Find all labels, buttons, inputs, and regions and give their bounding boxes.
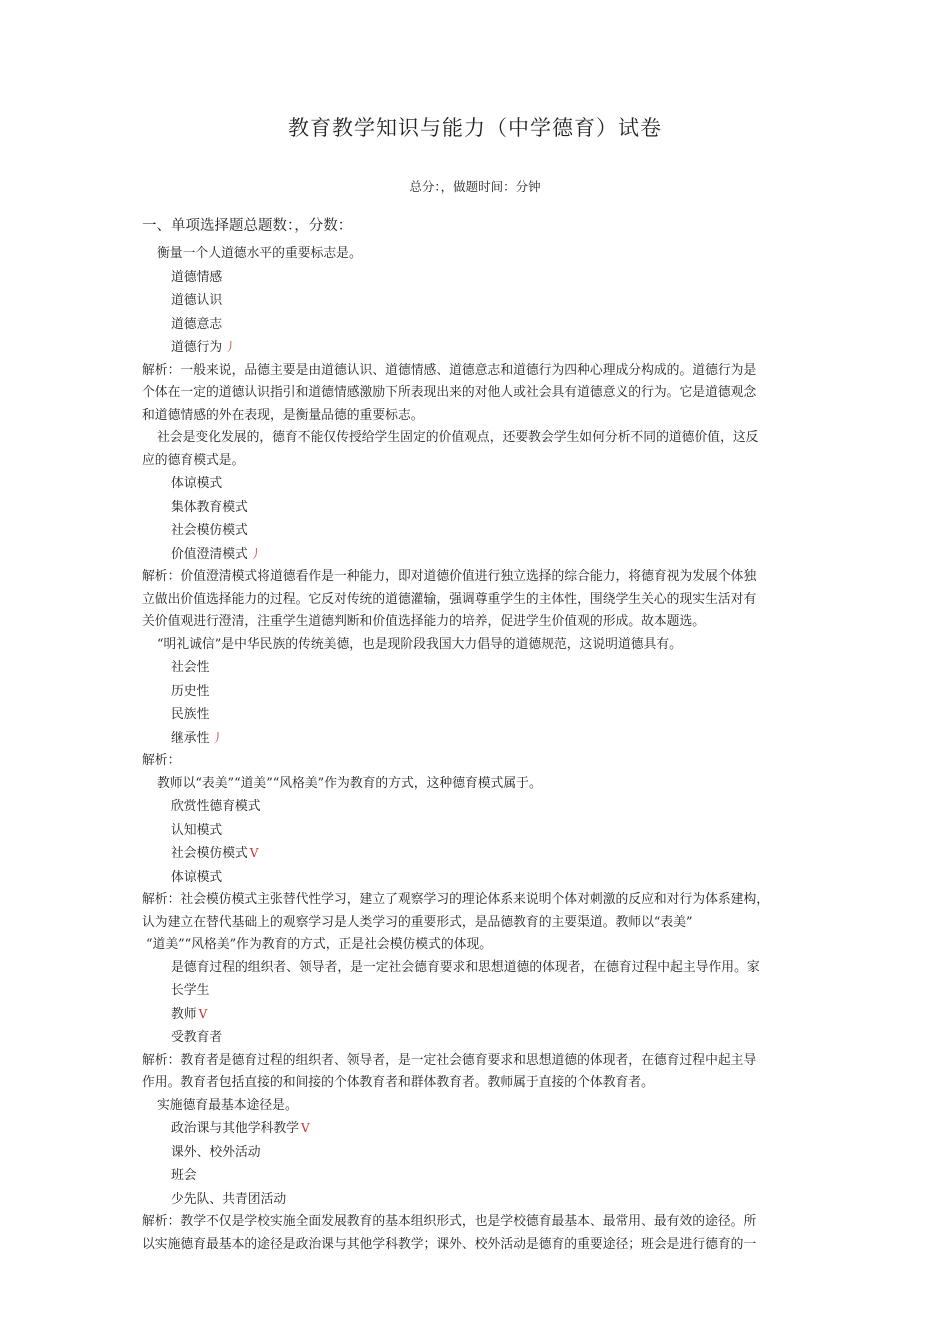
option-d: 继承性 丿 <box>171 730 224 746</box>
question-stem-continued: 应的德育模式是。 <box>142 452 245 468</box>
analysis-line: “道美”“风格美”作为教育的方式，正是社会模仿模式的体现。 <box>146 937 493 952</box>
option-b: 课外、校外活动 <box>171 1144 261 1160</box>
answer-mark: V <box>198 1006 208 1021</box>
section-heading: 一、单项选择题总题数：，分数： <box>142 218 353 234</box>
analysis-line: 解析：一般来说，品德主要是由道德认识、道德情感、道德意志和道德行为四种心理成分构成的。道德行为是 <box>142 362 757 378</box>
option-d: 道德行为 丿 <box>171 340 237 355</box>
analysis-line: 立做出价值选择能力的过程。它反对传统的道德灌输，强调尊重学生的主体性，围绕学生关心的现实生活对有 <box>142 591 757 607</box>
option-c: 道德意志 <box>171 316 223 332</box>
analysis-line: 解析： <box>142 753 181 768</box>
answer-mark: 丿 <box>224 340 237 354</box>
question-stem: 社会是变化发展的，德育不能仅传授给学生固定的价值观点，还要教会学生如何分析不同的道德价值，这反 <box>157 430 759 445</box>
option-b: 认知模式 <box>171 822 223 838</box>
option-c: 社会模仿模式 <box>171 523 248 538</box>
option-b: 道德认识 <box>171 293 223 308</box>
analysis-line: 解析：社会模仿模式主张替代性学习，建立了观察学习的理论体系来说明个体对刺激的反应和对行为体系建构， <box>142 892 770 907</box>
option-a: 欣赏性德育模式 <box>171 799 261 814</box>
answer-mark: V <box>249 846 259 860</box>
option-c: 民族性 <box>171 707 210 722</box>
question-list <box>142 243 812 1256</box>
analysis-line: 作用。教育者包括直接的和间接的个体教育者和群体教育者。教师属于直接的个体教育者。 <box>142 1075 654 1090</box>
question-1 <box>142 243 812 427</box>
option-a: 道德情感 <box>171 269 223 285</box>
option-d: 体谅模式 <box>171 869 223 885</box>
question-stem: “明礼诚信”是中华民族的传统美德，也是现阶段我国大力倡导的道德规范，这说明道德具有。 <box>157 636 682 652</box>
analysis-line: 和道德情感的外在表现，是衡量品德的重要标志。 <box>142 407 424 423</box>
option-c: 受教育者 <box>171 1030 223 1045</box>
option-d: 价值澄清模式 丿 <box>171 546 262 562</box>
question-stem: 是德育过程的组织者、领导者，是一定社会德育要求和思想道德的体现者，在德育过程中起主导作用。家 <box>171 959 760 975</box>
option-a: 体谅模式 <box>171 476 223 491</box>
page-title: 教育教学知识与能力（中学德育）试卷 <box>288 116 662 140</box>
option-a: 社会性 <box>171 660 210 675</box>
answer-mark: 丿 <box>249 546 262 561</box>
option-a: 政治课与其他学科教学 V <box>171 1121 310 1136</box>
question-4 <box>142 773 812 957</box>
option-c: 社会模仿模式 V <box>171 846 259 861</box>
analysis-line: 认为建立在替代基础上的观察学习是人类学习的重要形式，是品德教育的主要渠道。教师以“表美” <box>142 914 693 930</box>
question-2 <box>142 427 812 634</box>
question-6 <box>142 1095 812 1257</box>
option-b: 教师 V <box>171 1006 208 1022</box>
score-time-line: 总分：，做题时间：分钟 <box>409 179 541 194</box>
option-c: 班会 <box>171 1168 197 1183</box>
option-b: 集体教育模式 <box>171 499 248 515</box>
analysis-line: 以实施德育最基本的途径是政治课与其他学科教学；课外、校外活动是德育的重要途径；班会是进行德育的一 <box>142 1236 757 1252</box>
answer-mark: V <box>300 1121 310 1135</box>
analysis-line: 关价值观进行澄清，注重学生道德判断和价值选择能力的培养，促进学生价值观的形成。故本题选。 <box>142 614 706 629</box>
analysis-line: 解析：教育者是德育过程的组织者、领导者，是一定社会德育要求和思想道德的体现者，在德育过程中起主导 <box>142 1052 757 1068</box>
analysis-line: 个体在一定的道德认识指引和道德情感激励下所表现出来的对他人或社会具有道德意义的行为。它是道德观念 <box>142 385 757 400</box>
option-a: 长学生 <box>171 983 210 998</box>
analysis-line: 解析：价值澄清模式将道德看作是一种能力，即对道德价值进行独立选择的综合能力，将德育视为发展个体独 <box>142 569 757 584</box>
question-stem: 实施德育最基本途径是。 <box>157 1097 298 1113</box>
question-stem: 衡量一个人道德水平的重要标志是。 <box>157 246 362 261</box>
option-d: 少先队、共青团活动 <box>171 1191 287 1207</box>
question-3 <box>142 634 812 773</box>
analysis-line: 解析：教学不仅是学校实施全面发展教育的基本组织形式，也是学校德育最基本、最常用、最有效的途径。所 <box>142 1214 757 1229</box>
question-stem: 教师以“表美”“道美”“风格美”作为教育的方式，这种德育模式属于。 <box>157 775 542 791</box>
answer-mark: 丿 <box>211 730 224 745</box>
question-5 <box>142 957 812 1095</box>
option-b: 历史性 <box>171 683 210 699</box>
